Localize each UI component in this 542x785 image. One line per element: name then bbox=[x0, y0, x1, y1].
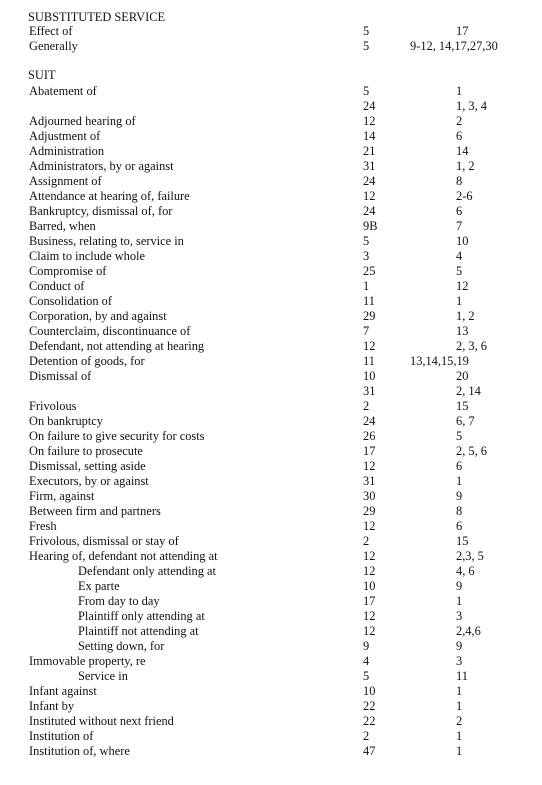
entry-subject: Administrators, by or against bbox=[29, 159, 174, 173]
entry-order: 5 bbox=[363, 234, 370, 248]
entry-rule: 2 bbox=[456, 714, 463, 728]
entry-subject: Frivolous bbox=[29, 399, 77, 413]
entry-subject: Conduct of bbox=[29, 279, 85, 293]
entry-rule: 15 bbox=[456, 534, 469, 548]
entry-rule: 9 bbox=[456, 579, 463, 593]
entry-rule: 3 bbox=[456, 609, 463, 623]
index-entry bbox=[0, 24, 542, 39]
entry-order: 10 bbox=[363, 369, 376, 383]
entry-rule: 1 bbox=[456, 699, 463, 713]
entry-order: 24 bbox=[363, 204, 376, 218]
index-entry bbox=[0, 444, 542, 459]
entry-rule: 8 bbox=[456, 174, 463, 188]
entry-rule: 13,14,15,19 bbox=[410, 354, 469, 368]
entry-subject: Between firm and partners bbox=[29, 504, 161, 518]
entry-subject: Defendant, not attending at hearing bbox=[29, 339, 205, 353]
index-entry bbox=[0, 579, 542, 594]
entry-order: 25 bbox=[363, 264, 376, 278]
index-entry bbox=[0, 654, 542, 669]
entry-rule: 3 bbox=[456, 654, 463, 668]
index-entry bbox=[0, 534, 542, 549]
entry-rule: 4 bbox=[456, 249, 463, 263]
index-entry bbox=[0, 519, 542, 534]
index-entry bbox=[0, 609, 542, 624]
index-entry bbox=[0, 624, 542, 639]
entry-subject: On failure to give security for costs bbox=[29, 429, 205, 443]
entry-rule: 1, 2 bbox=[456, 309, 475, 323]
index-entry bbox=[0, 729, 542, 744]
entry-order: 5 bbox=[363, 84, 370, 98]
entry-rule: 6 bbox=[456, 519, 463, 533]
index-entry bbox=[0, 414, 542, 429]
entry-subject: On bankruptcy bbox=[29, 414, 103, 428]
entry-rule: 2-6 bbox=[456, 189, 473, 203]
entry-order: 11 bbox=[363, 354, 375, 368]
entry-rule: 9 bbox=[456, 639, 463, 653]
index-entry bbox=[0, 594, 542, 609]
entry-order: 10 bbox=[363, 579, 376, 593]
index-entry bbox=[0, 549, 542, 564]
entry-subject: Immovable property, re bbox=[29, 654, 146, 668]
entry-subject: Claim to include whole bbox=[29, 249, 145, 263]
entry-subject: Adjustment of bbox=[29, 129, 101, 143]
entry-order: 24 bbox=[363, 414, 376, 428]
entry-order: 12 bbox=[363, 114, 376, 128]
entry-subject: Plaintiff not attending at bbox=[78, 624, 199, 638]
entry-order: 10 bbox=[363, 684, 376, 698]
entry-subject: Firm, against bbox=[29, 489, 95, 503]
index-entry bbox=[0, 339, 542, 354]
entry-order: 12 bbox=[363, 624, 376, 638]
entry-subject: Hearing of, defendant not attending at bbox=[29, 549, 218, 563]
entry-subject: Defendant only attending at bbox=[78, 564, 216, 578]
entry-subject: Frivolous, dismissal or stay of bbox=[29, 534, 179, 548]
entry-order: 24 bbox=[363, 174, 376, 188]
entry-order: 12 bbox=[363, 549, 376, 563]
entry-subject: Assignment of bbox=[29, 174, 102, 188]
entry-rule: 2,3, 5 bbox=[456, 549, 484, 563]
entry-order: 5 bbox=[363, 39, 370, 53]
index-entry bbox=[0, 714, 542, 729]
entry-rule: 1, 3, 4 bbox=[456, 99, 487, 113]
index-entry bbox=[0, 744, 542, 759]
entry-order: 22 bbox=[363, 714, 376, 728]
entry-subject: Executors, by or against bbox=[29, 474, 149, 488]
entry-rule: 1 bbox=[456, 474, 463, 488]
entry-rule: 20 bbox=[456, 369, 469, 383]
entry-rule: 5 bbox=[456, 429, 463, 443]
entry-order: 2 bbox=[363, 534, 370, 548]
entry-order: 3 bbox=[363, 249, 370, 263]
index-entry bbox=[0, 669, 542, 684]
index-entry bbox=[0, 39, 542, 54]
entry-subject: Bankruptcy, dismissal of, for bbox=[29, 204, 173, 218]
entry-rule: 4, 6 bbox=[456, 564, 475, 578]
entry-order: 2 bbox=[363, 399, 370, 413]
entry-subject: Barred, when bbox=[29, 219, 96, 233]
entry-rule: 12 bbox=[456, 279, 469, 293]
entry-subject: Ex parte bbox=[78, 579, 120, 593]
index-entry bbox=[0, 144, 542, 159]
entry-rule: 14 bbox=[456, 144, 469, 158]
entry-rule: 2, 14 bbox=[456, 384, 481, 398]
index-entry bbox=[0, 564, 542, 579]
entry-rule: 10 bbox=[456, 234, 469, 248]
index-entry bbox=[0, 324, 542, 339]
entry-order: 31 bbox=[363, 159, 376, 173]
index-entry bbox=[0, 504, 542, 519]
entry-subject: Dismissal, setting aside bbox=[29, 459, 146, 473]
index-entry bbox=[0, 129, 542, 144]
entry-subject: Service in bbox=[78, 669, 128, 683]
entry-subject: Attendance at hearing of, failure bbox=[29, 189, 190, 203]
entry-rule: 8 bbox=[456, 504, 463, 518]
index-entry bbox=[0, 354, 542, 369]
entry-subject: Consolidation of bbox=[29, 294, 112, 308]
section-heading: SUBSTITUTED SERVICE bbox=[28, 10, 166, 24]
entry-order: 5 bbox=[363, 669, 370, 683]
entry-order: 12 bbox=[363, 459, 376, 473]
index-entry bbox=[0, 684, 542, 699]
index-entry bbox=[0, 99, 542, 114]
entry-order: 4 bbox=[363, 654, 370, 668]
index-entry bbox=[0, 114, 542, 129]
entry-subject: Institution of bbox=[29, 729, 94, 743]
entry-subject: Adjourned hearing of bbox=[29, 114, 136, 128]
entry-subject: Fresh bbox=[29, 519, 57, 533]
entry-rule: 6 bbox=[456, 459, 463, 473]
entry-subject: Infant against bbox=[29, 684, 97, 698]
entry-order: 14 bbox=[363, 129, 376, 143]
entry-order: 31 bbox=[363, 474, 376, 488]
entry-rule: 1, 2 bbox=[456, 159, 475, 173]
entry-rule: 1 bbox=[456, 294, 463, 308]
entry-order: 7 bbox=[363, 324, 370, 338]
entry-order: 12 bbox=[363, 189, 376, 203]
entry-rule: 1 bbox=[456, 684, 463, 698]
index-entry bbox=[0, 279, 542, 294]
entry-rule: 9-12, 14,17,27,30 bbox=[410, 39, 498, 53]
entry-subject: On failure to prosecute bbox=[29, 444, 143, 458]
index-entry bbox=[0, 384, 542, 399]
entry-rule: 11 bbox=[456, 669, 468, 683]
entry-subject: Detention of goods, for bbox=[29, 354, 145, 368]
index-entry bbox=[0, 189, 542, 204]
entry-order: 30 bbox=[363, 489, 376, 503]
entry-subject: Effect of bbox=[29, 24, 73, 38]
entry-rule: 13 bbox=[456, 324, 469, 338]
entry-subject: Counterclaim, discontinuance of bbox=[29, 324, 191, 338]
index-entry bbox=[0, 294, 542, 309]
entry-order: 22 bbox=[363, 699, 376, 713]
entry-order: 12 bbox=[363, 564, 376, 578]
entry-rule: 2, 5, 6 bbox=[456, 444, 487, 458]
entry-order: 1 bbox=[363, 279, 370, 293]
entry-order: 29 bbox=[363, 309, 376, 323]
entry-rule: 17 bbox=[456, 24, 469, 38]
entry-subject: Compromise of bbox=[29, 264, 107, 278]
index-entry bbox=[0, 474, 542, 489]
entry-subject: Institution of, where bbox=[29, 744, 130, 758]
entry-order: 5 bbox=[363, 24, 370, 38]
entry-order: 21 bbox=[363, 144, 376, 158]
index-entry bbox=[0, 84, 542, 99]
index-entry bbox=[0, 204, 542, 219]
entry-rule: 2,4,6 bbox=[456, 624, 481, 638]
entry-rule: 1 bbox=[456, 729, 463, 743]
index-entry bbox=[0, 159, 542, 174]
entry-order: 17 bbox=[363, 444, 376, 458]
index-entry bbox=[0, 219, 542, 234]
entry-subject: Generally bbox=[29, 39, 78, 53]
entry-subject: Dismissal of bbox=[29, 369, 92, 383]
index-entry bbox=[0, 234, 542, 249]
entry-order: 11 bbox=[363, 294, 375, 308]
index-entry bbox=[0, 699, 542, 714]
entry-order: 31 bbox=[363, 384, 376, 398]
entry-subject: Instituted without next friend bbox=[29, 714, 174, 728]
entry-rule: 1 bbox=[456, 594, 463, 608]
index-entry bbox=[0, 264, 542, 279]
index-entry bbox=[0, 249, 542, 264]
index-entry bbox=[0, 174, 542, 189]
entry-rule: 2, 3, 6 bbox=[456, 339, 487, 353]
entry-subject: Corporation, by and against bbox=[29, 309, 167, 323]
entry-order: 17 bbox=[363, 594, 376, 608]
entry-rule: 6 bbox=[456, 204, 463, 218]
entry-order: 26 bbox=[363, 429, 376, 443]
entry-rule: 2 bbox=[456, 114, 463, 128]
entry-subject: Plaintiff only attending at bbox=[78, 609, 205, 623]
index-entry bbox=[0, 399, 542, 414]
entry-subject: From day to day bbox=[78, 594, 160, 608]
entry-rule: 6, 7 bbox=[456, 414, 475, 428]
index-entry bbox=[0, 369, 542, 384]
entry-rule: 1 bbox=[456, 744, 463, 758]
entry-subject: Administration bbox=[29, 144, 105, 158]
entry-order: 12 bbox=[363, 339, 376, 353]
entry-rule: 7 bbox=[456, 219, 463, 233]
index-entry bbox=[0, 309, 542, 324]
entry-subject: Abatement of bbox=[29, 84, 97, 98]
index-entry bbox=[0, 639, 542, 654]
index-entry bbox=[0, 459, 542, 474]
entry-subject: Business, relating to, service in bbox=[29, 234, 184, 248]
entry-subject: Setting down, for bbox=[78, 639, 165, 653]
entry-rule: 5 bbox=[456, 264, 463, 278]
entry-rule: 1 bbox=[456, 84, 463, 98]
entry-order: 29 bbox=[363, 504, 376, 518]
entry-order: 47 bbox=[363, 744, 376, 758]
entry-subject: Infant by bbox=[29, 699, 75, 713]
entry-order: 24 bbox=[363, 99, 376, 113]
entry-rule: 15 bbox=[456, 399, 469, 413]
entry-order: 9 bbox=[363, 639, 370, 653]
entry-order: 2 bbox=[363, 729, 370, 743]
entry-order: 12 bbox=[363, 519, 376, 533]
section-heading: SUIT bbox=[28, 68, 56, 82]
entry-rule: 9 bbox=[456, 489, 463, 503]
index-entry bbox=[0, 489, 542, 504]
entry-order: 12 bbox=[363, 609, 376, 623]
entry-order: 9B bbox=[363, 219, 378, 233]
entry-rule: 6 bbox=[456, 129, 463, 143]
index-entry bbox=[0, 429, 542, 444]
